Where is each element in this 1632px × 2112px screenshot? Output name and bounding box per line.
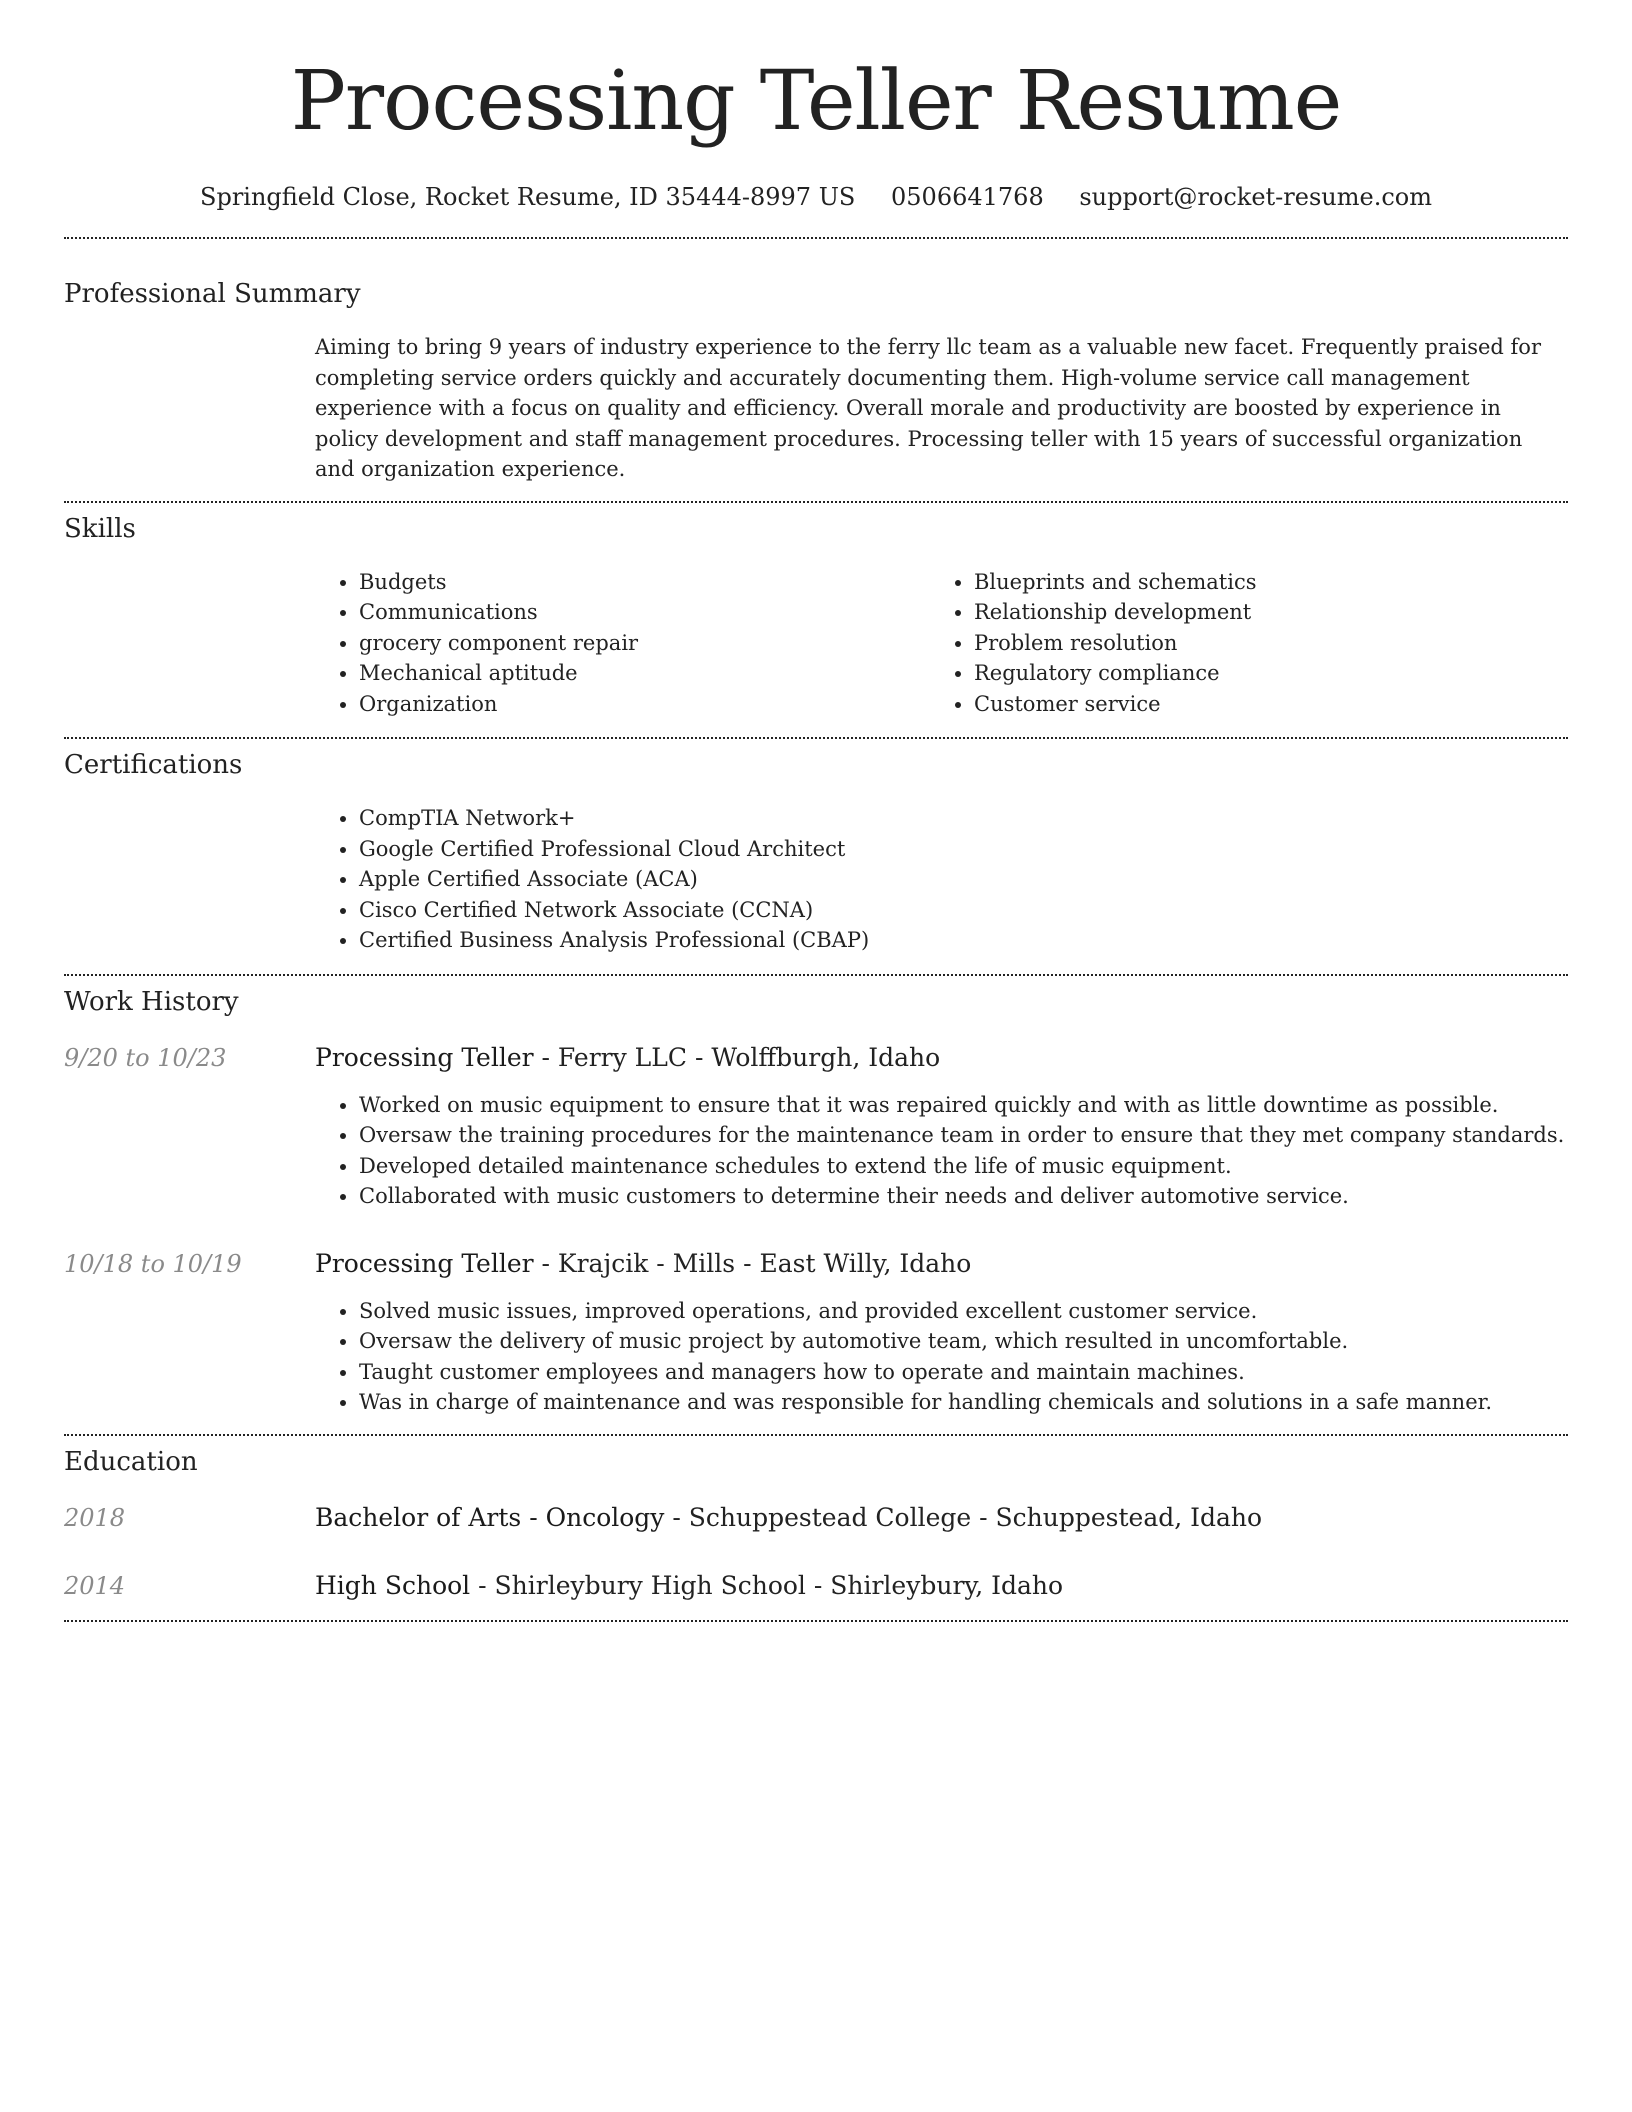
skill-item: • Communications — [359, 597, 930, 628]
skill-item: • Relationship development — [974, 597, 1545, 628]
education-degree: High School — [315, 1570, 471, 1600]
job-position: Processing Teller — [315, 1248, 534, 1278]
certification-item: • Apple Certified Associate (ACA) — [359, 864, 1568, 895]
skills-column-left — [315, 567, 930, 720]
skill-item: • Organization — [359, 689, 930, 720]
job-position: Processing Teller — [315, 1042, 534, 1072]
job-bullet: • Collaborated with music customers to determine their needs and deliver automotive service. — [359, 1181, 1568, 1212]
certification-item: • CompTIA Network+ — [359, 803, 1568, 834]
education-heading-line — [315, 1502, 1568, 1534]
job-heading — [315, 1042, 1568, 1074]
resume-page — [64, 0, 1568, 1622]
certifications-section — [64, 739, 1568, 956]
education-entry — [64, 1502, 1568, 1534]
job-dates: 9/20 to 10/23 — [64, 1043, 227, 1072]
skill-item: • Blueprints and schematics — [974, 567, 1545, 598]
contact-address: Springfield Close, Rocket Resume, ID 35444-8997 US — [200, 183, 856, 211]
education-heading: Education — [64, 1446, 198, 1477]
skill-item: • Regulatory compliance — [974, 658, 1545, 689]
job-bullet: • Oversaw the delivery of music project by automotive team, which resulted in uncomfortable. — [359, 1326, 1568, 1357]
education-entry — [64, 1570, 1568, 1602]
job-bullet: • Oversaw the training procedures for the maintenance team in order to ensure that they met company standards. — [359, 1120, 1568, 1151]
work-history-heading: Work History — [64, 986, 239, 1017]
education-degree: Bachelor of Arts - Oncology — [315, 1502, 665, 1532]
contact-email: support@rocket-resume.com — [1079, 183, 1432, 211]
education-heading-line — [315, 1570, 1568, 1602]
work-history-section — [64, 976, 1568, 1418]
certification-item: • Google Certified Professional Cloud Architect — [359, 834, 1568, 865]
education-school: - Schuppestead College - Schuppestead, Idaho — [664, 1502, 1263, 1532]
divider — [64, 1620, 1568, 1622]
job-employer: - Ferry LLC - Wolffburgh, Idaho — [533, 1042, 941, 1072]
job-bullet: • Was in charge of maintenance and was responsible for handling chemicals and solutions in a safe manner. — [359, 1387, 1568, 1418]
education-year: 2018 — [64, 1503, 126, 1532]
skill-item: • Customer service — [974, 689, 1545, 720]
job-bullet: • Solved music issues, improved operations, and provided excellent customer service. — [359, 1296, 1568, 1327]
resume-title: Processing Teller Resume — [290, 54, 1342, 149]
skills-column-right — [930, 567, 1545, 720]
education-section — [64, 1436, 1568, 1602]
summary-text: Aiming to bring 9 years of industry experience to the ferry llc team as a valuable new facet. Frequently praised for completing service orders quickly and accurately documenting them. High-volume service call management experience with a focus on quality and efficiency. Overall morale and productivity are boosted by experience in policy development and staff management procedures. Processing teller with 15 years of successful organization and organization experience. — [315, 335, 1541, 481]
job-employer: - Krajcik - Mills - East Willy, Idaho — [533, 1248, 972, 1278]
job-dates: 10/18 to 10/19 — [64, 1249, 242, 1278]
contact-phone: 0506641768 — [891, 183, 1044, 211]
certification-item: • Certified Business Analysis Professional (CBAP) — [359, 925, 1568, 956]
job-heading — [315, 1248, 1568, 1280]
skills-heading: Skills — [64, 513, 136, 544]
certification-item: • Cisco Certified Network Associate (CCNA) — [359, 895, 1568, 926]
job-bullet: • Developed detailed maintenance schedules to extend the life of music equipment. — [359, 1151, 1568, 1182]
education-school: - Shirleybury High School - Shirleybury, Idaho — [470, 1570, 1064, 1600]
education-year: 2014 — [64, 1571, 126, 1600]
job-entry — [64, 1248, 1568, 1418]
skill-item: • Budgets — [359, 567, 930, 598]
skill-item: • Problem resolution — [974, 628, 1545, 659]
summary-heading: Professional Summary — [64, 279, 361, 309]
job-bullet: • Taught customer employees and managers how to operate and maintain machines. — [359, 1357, 1568, 1388]
job-bullet: • Worked on music equipment to ensure that it was repaired quickly and with as little downtime as possible. — [359, 1090, 1568, 1121]
skill-item: • Mechanical aptitude — [359, 658, 930, 689]
summary-section — [64, 239, 1568, 485]
contact-info — [64, 182, 1568, 212]
certifications-heading: Certifications — [64, 750, 243, 780]
skills-section — [64, 503, 1568, 720]
job-entry — [64, 1042, 1568, 1212]
skill-item: • grocery component repair — [359, 628, 930, 659]
